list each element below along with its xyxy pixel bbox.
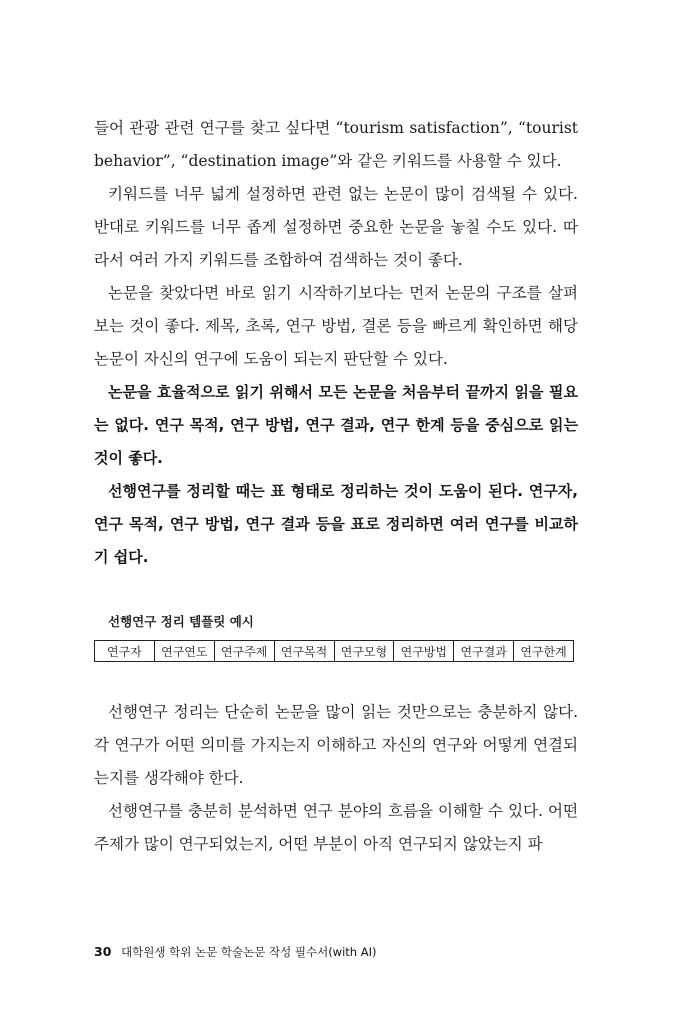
table-header-cell: 연구주제 xyxy=(214,641,274,662)
table-header-cell: 연구자 xyxy=(95,641,155,662)
book-title: 대학원생 학위 논문 학술논문 작성 필수서(with AI) xyxy=(121,945,377,959)
table-header-cell: 연구결과 xyxy=(454,641,514,662)
page-content xyxy=(94,112,578,861)
body-paragraph-4: 선행연구 정리는 단순히 논문을 많이 읽는 것만으로는 충분하지 않다. 각 연구가 어떤 의미를 가지는지 이해하고 자신의 연구와 어떻게 연결되는지를 생각해야 한다. xyxy=(94,703,578,787)
body-paragraph-3: 논문을 찾았다면 바로 읽기 시작하기보다는 먼저 논문의 구조를 살펴보는 것이 좋다. 제목, 초록, 연구 방법, 결론 등을 빠르게 확인하면 해당 논문이 자신의 연구에 도움이 되는지 판단할 수 있다. xyxy=(94,284,578,368)
table-header-cell: 연구연도 xyxy=(154,641,214,662)
table-header-cell: 연구모형 xyxy=(334,641,394,662)
body-paragraph-2: 키워드를 너무 넓게 설정하면 관련 없는 논문이 많이 검색될 수 있다. 반대로 키워드를 너무 좁게 설정하면 중요한 논문을 놓칠 수도 있다. 따라서 여러 가지 키워드를 조합하여 검색하는 것이 좋다. xyxy=(94,185,578,269)
template-title: 선행연구 정리 템플릿 예시 xyxy=(108,614,254,629)
table-header-cell: 연구목적 xyxy=(274,641,334,662)
page-number: 30 xyxy=(94,944,112,959)
bold-paragraph-2: 선행연구를 정리할 때는 표 형태로 정리하는 것이 도움이 된다. 연구자, 연구 목적, 연구 방법, 연구 결과 등을 표로 정리하면 여러 연구를 비교하기 쉽다. xyxy=(94,482,578,566)
table-row xyxy=(95,641,574,662)
table-header-cell: 연구한계 xyxy=(514,641,574,662)
template-table xyxy=(94,640,574,662)
page-footer xyxy=(94,944,376,960)
body-paragraph-5: 선행연구를 충분히 분석하면 연구 분야의 흐름을 이해할 수 있다. 어떤 주제가 많이 연구되었는지, 어떤 부분이 아직 연구되지 않았는지 파 xyxy=(94,802,578,853)
bold-paragraph-1: 논문을 효율적으로 읽기 위해서 모든 논문을 처음부터 끝까지 읽을 필요는 없다. 연구 목적, 연구 방법, 연구 결과, 연구 한계 등을 중심으로 읽는 것이 좋다. xyxy=(94,383,578,467)
table-header-cell: 연구방법 xyxy=(394,641,454,662)
body-paragraph-1: 들어 관광 관련 연구를 찾고 싶다면 “tourism satisfaction”, “tourist behavior”, “destination image”와 같은 키워드를 사용할 수 있다. xyxy=(94,119,578,170)
